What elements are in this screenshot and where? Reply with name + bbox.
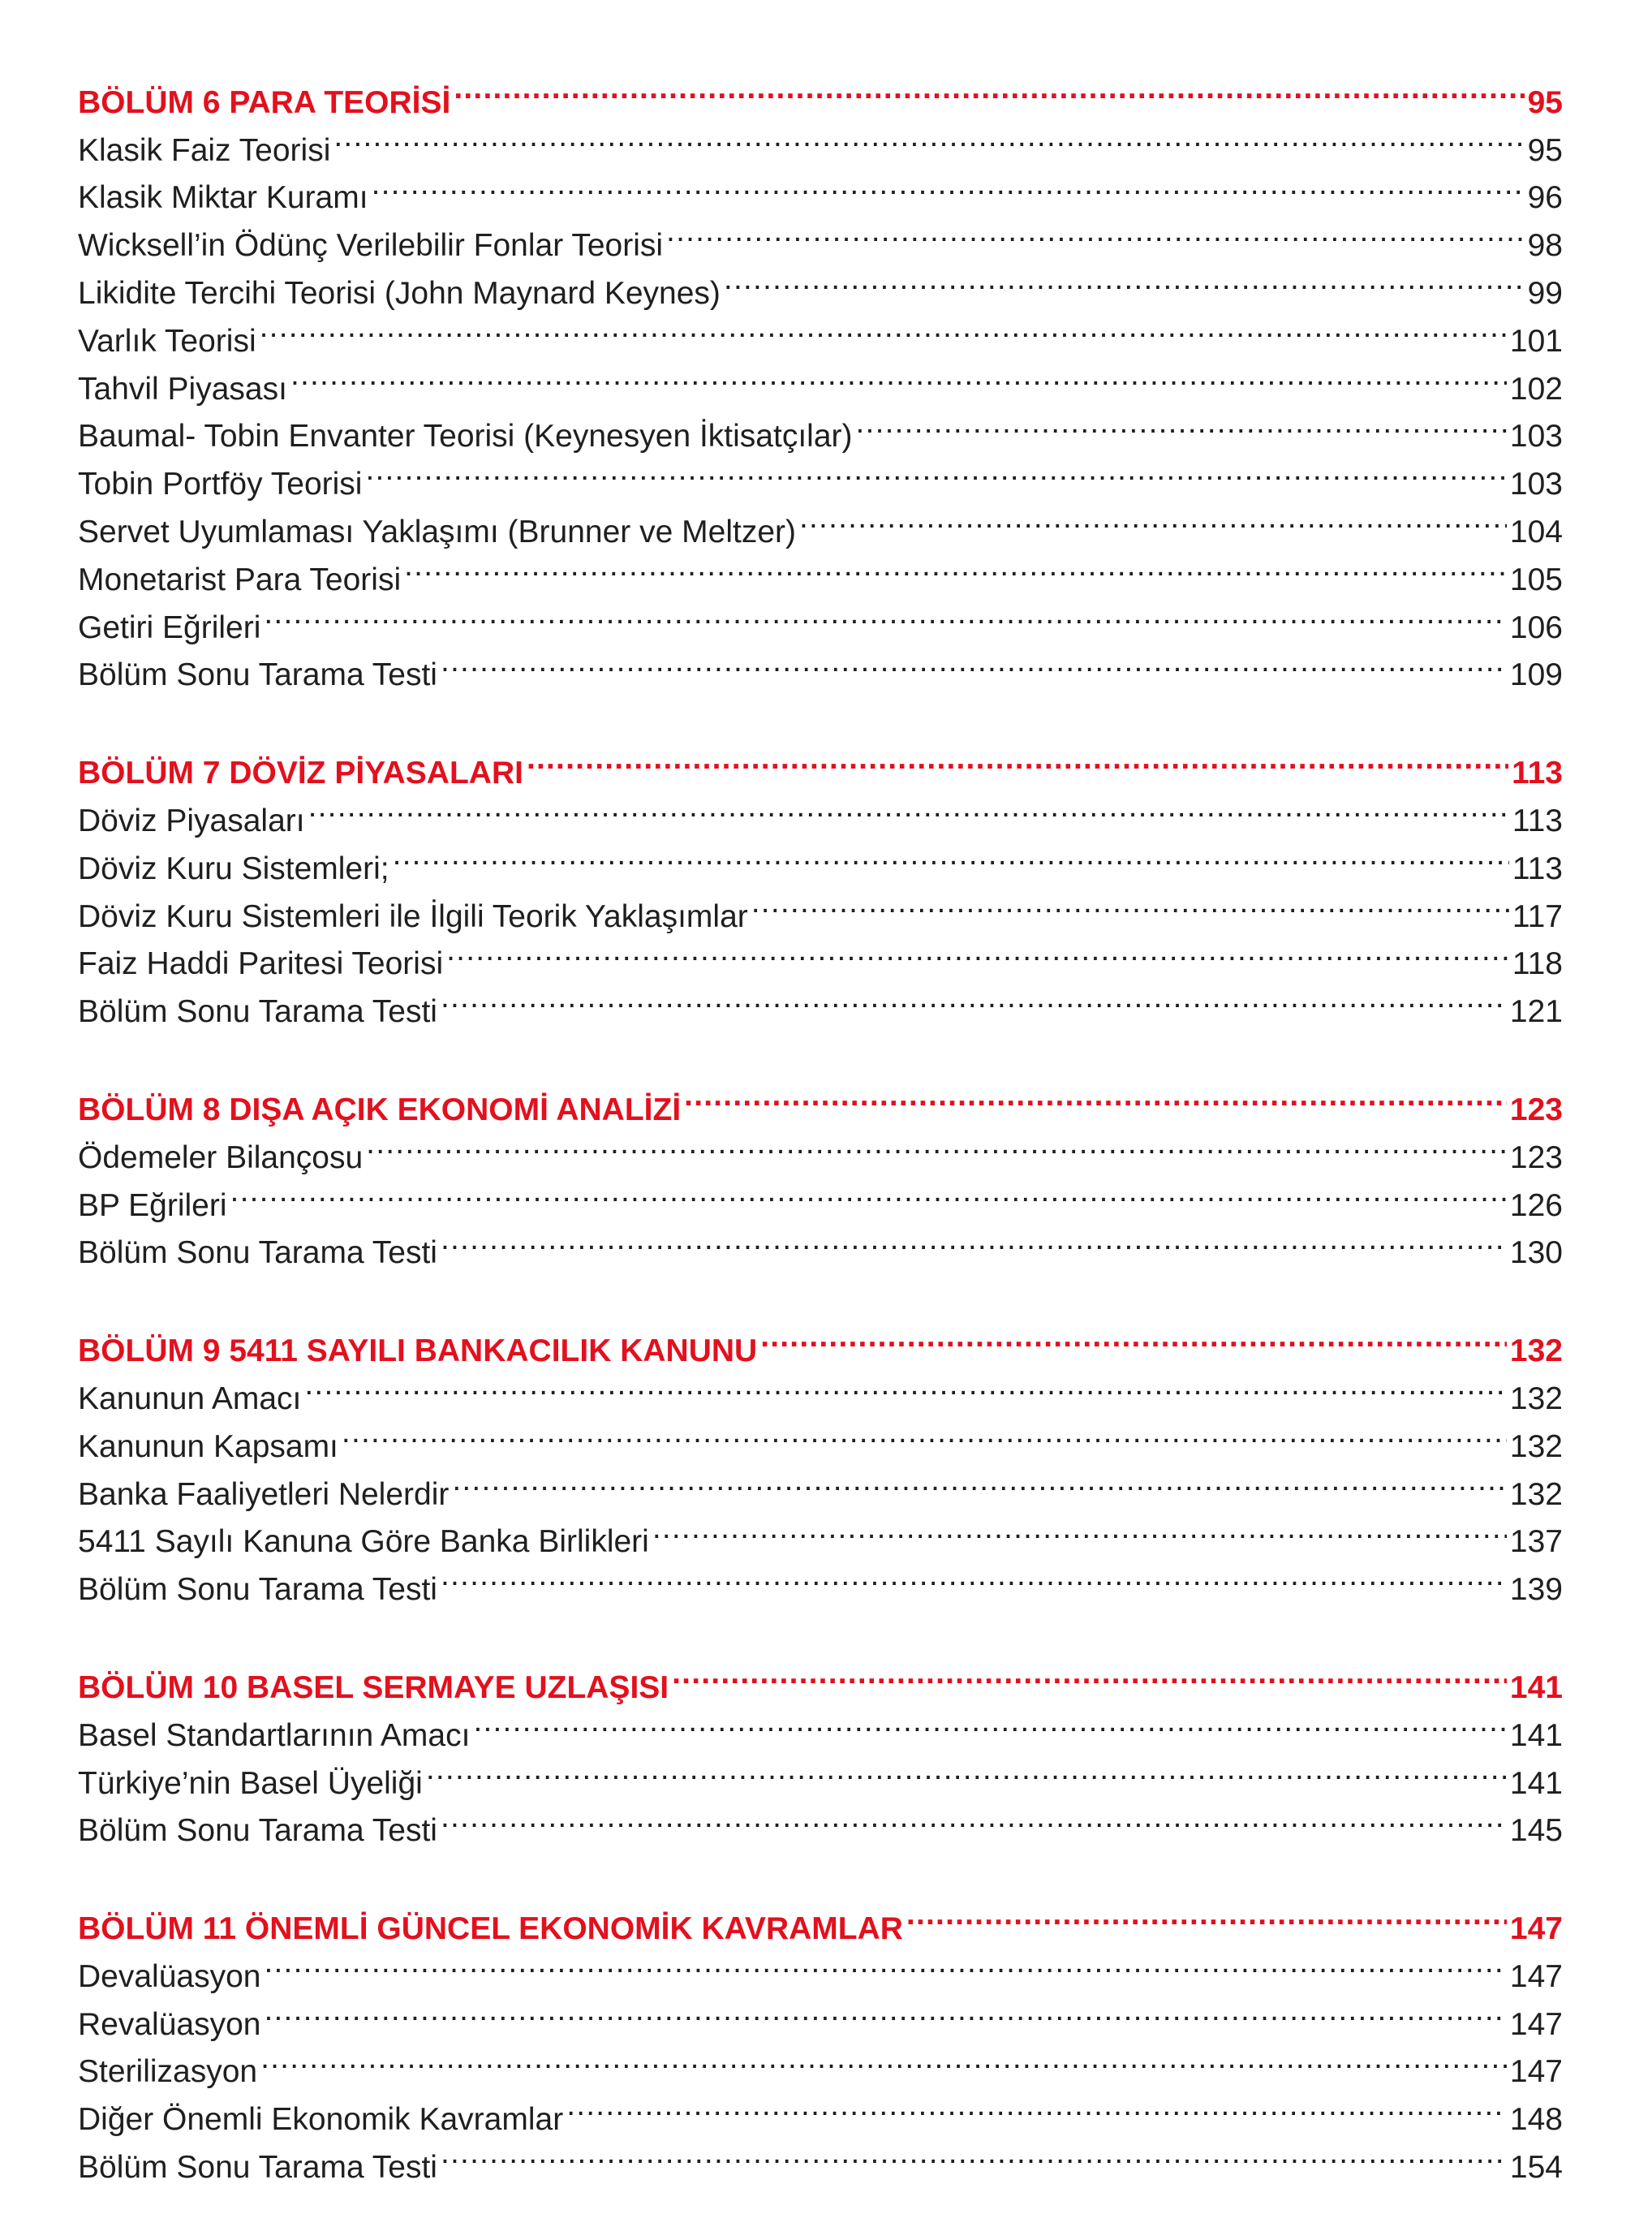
- entry-title: Likidite Tercihi Teorisi (John Maynard Keynes): [78, 275, 721, 311]
- dot-leader: [264, 1987, 1506, 2035]
- entry-title: Wicksell’in Ödünç Verilebilir Fonlar Teorisi: [78, 228, 664, 264]
- entry-page-number: 102: [1509, 371, 1563, 407]
- chapter-title: BÖLÜM 8 DIŞA AÇIK EKONOMİ ANALİZİ: [78, 1092, 682, 1127]
- entry-page-number: 141: [1509, 1717, 1563, 1753]
- chapter-page-number: 123: [1509, 1092, 1563, 1127]
- entry-title: Bölüm Sonu Tarama Testi: [78, 2150, 437, 2186]
- dot-leader: [856, 399, 1507, 447]
- entry-title: Bölüm Sonu Tarama Testi: [78, 994, 437, 1030]
- entry-page-number: 141: [1509, 1765, 1563, 1801]
- entry-title: 5411 Sayılı Kanuna Göre Banka Birlikleri: [78, 1524, 649, 1560]
- dot-leader: [342, 1409, 1507, 1457]
- dot-leader: [365, 446, 1506, 494]
- entry-title: Diğer Önemli Ekonomik Kavramlar: [78, 2102, 564, 2138]
- dot-leader: [760, 1313, 1507, 1361]
- dot-leader: [441, 1794, 1507, 1842]
- chapter-page-number: 95: [1527, 84, 1563, 120]
- toc-section: [78, 1313, 1563, 1608]
- entry-page-number: 113: [1512, 851, 1563, 886]
- entry-title: Döviz Kuru Sistemleri ile İlgili Teorik Yaklaşımlar: [78, 898, 748, 934]
- dot-leader: [446, 927, 1509, 975]
- entry-page-number: 113: [1512, 803, 1563, 838]
- toc-section: [78, 1650, 1563, 1849]
- toc-entry[interactable]: [78, 2035, 1563, 2090]
- entry-title: Klasik Miktar Kuramı: [78, 180, 368, 216]
- toc-section: [78, 735, 1563, 1030]
- entry-page-number: 121: [1509, 994, 1563, 1030]
- entry-title: Döviz Kuru Sistemleri;: [78, 851, 389, 886]
- entry-title: Kanunun Amacı: [78, 1381, 302, 1416]
- toc-entry[interactable]: [78, 590, 1563, 645]
- table-of-contents: [78, 65, 1563, 2228]
- dot-leader: [333, 113, 1524, 161]
- toc-entry[interactable]: [78, 638, 1563, 693]
- entry-page-number: 132: [1509, 1381, 1563, 1416]
- chapter-heading[interactable]: [78, 735, 1563, 791]
- dot-leader: [441, 1216, 1507, 1264]
- dot-leader: [906, 1891, 1507, 1939]
- dot-leader: [393, 831, 1509, 879]
- entry-page-number: 132: [1509, 1428, 1563, 1464]
- dot-leader: [264, 1939, 1506, 1987]
- entry-title: Bölüm Sonu Tarama Testi: [78, 1572, 437, 1608]
- dot-leader: [751, 879, 1509, 927]
- toc-section: [78, 65, 1563, 693]
- entry-page-number: 104: [1509, 514, 1563, 549]
- entry-title: Bölüm Sonu Tarama Testi: [78, 1235, 437, 1271]
- entry-title: Basel Standartlarının Amacı: [78, 1717, 471, 1753]
- dot-leader: [260, 2035, 1507, 2083]
- toc-entry[interactable]: [78, 1168, 1563, 1223]
- chapter-title: BÖLÜM 6 PARA TEORİSİ: [78, 84, 451, 120]
- entry-page-number: 137: [1509, 1524, 1563, 1560]
- dot-leader: [666, 208, 1525, 256]
- toc-entry[interactable]: [78, 1939, 1563, 1994]
- entry-page-number: 103: [1509, 419, 1563, 454]
- entry-title: Tahvil Piyasası: [78, 371, 287, 407]
- chapter-page-number: 132: [1509, 1333, 1563, 1369]
- entry-page-number: 109: [1509, 657, 1563, 693]
- dot-leader: [527, 735, 1508, 783]
- entry-title: Döviz Piyasaları: [78, 803, 305, 838]
- chapter-title: BÖLÜM 10 BASEL SERMAYE UZLAŞISI: [78, 1669, 669, 1705]
- entry-title: Klasik Faiz Teorisi: [78, 132, 331, 168]
- dot-leader: [264, 590, 1507, 638]
- dot-leader: [724, 256, 1525, 304]
- chapter-title: BÖLÜM 11 ÖNEMLİ GÜNCEL EKONOMİK KAVRAMLAR: [78, 1911, 903, 1947]
- entry-title: Getiri Eğrileri: [78, 610, 261, 645]
- dot-leader: [366, 1120, 1507, 1168]
- dot-leader: [404, 542, 1507, 590]
- dot-leader: [441, 1552, 1507, 1600]
- entry-page-number: 148: [1509, 2102, 1563, 2138]
- entry-title: Revalüasyon: [78, 2006, 261, 2042]
- entry-page-number: 147: [1509, 2054, 1563, 2090]
- entry-page-number: 132: [1509, 1476, 1563, 1512]
- entry-title: Bölüm Sonu Tarama Testi: [78, 657, 437, 693]
- entry-page-number: 147: [1509, 1958, 1563, 1994]
- dot-leader: [426, 1746, 1507, 1794]
- chapter-heading[interactable]: [78, 1650, 1563, 1705]
- entry-page-number: 106: [1509, 610, 1563, 645]
- entry-title: Sterilizasyon: [78, 2054, 258, 2090]
- entry-title: Monetarist Para Teorisi: [78, 562, 402, 597]
- toc-entry[interactable]: [78, 399, 1563, 454]
- dot-leader: [372, 161, 1525, 209]
- dot-leader: [441, 974, 1507, 1022]
- dot-leader: [799, 494, 1507, 542]
- entry-title: Tobin Portföy Teorisi: [78, 467, 363, 502]
- entry-page-number: 99: [1527, 275, 1563, 311]
- dot-leader: [672, 1650, 1507, 1698]
- dot-leader: [441, 638, 1507, 686]
- entry-page-number: 98: [1527, 228, 1563, 264]
- entry-title: Baumal- Tobin Envanter Teorisi (Keynesyen İktisatçılar): [78, 419, 853, 454]
- entry-title: BP Eğrileri: [78, 1187, 227, 1223]
- dot-leader: [304, 1361, 1507, 1409]
- chapter-heading[interactable]: [78, 65, 1563, 120]
- dot-leader: [308, 783, 1509, 831]
- entry-page-number: 103: [1509, 467, 1563, 502]
- toc-entry[interactable]: [78, 2082, 1563, 2138]
- entry-page-number: 123: [1509, 1139, 1563, 1175]
- toc-entry[interactable]: [78, 1216, 1563, 1271]
- entry-page-number: 101: [1509, 323, 1563, 359]
- entry-page-number: 95: [1527, 132, 1563, 168]
- entry-page-number: 117: [1512, 898, 1563, 934]
- chapter-page-number: 147: [1509, 1911, 1563, 1947]
- chapter-heading[interactable]: [78, 1891, 1563, 1947]
- dot-leader: [652, 1505, 1507, 1553]
- toc-section: [78, 1072, 1563, 1271]
- dot-leader: [452, 1457, 1507, 1505]
- chapter-title: BÖLÜM 9 5411 SAYILI BANKACILIK KANUNU: [78, 1333, 758, 1369]
- dot-leader: [684, 1072, 1507, 1120]
- dot-leader: [566, 2082, 1507, 2130]
- dot-leader: [290, 351, 1507, 399]
- entry-title: Türkiye’nin Basel Üyeliği: [78, 1765, 423, 1801]
- entry-title: Faiz Haddi Paritesi Teorisi: [78, 946, 444, 982]
- entry-title: Devalüasyon: [78, 1958, 261, 1994]
- dot-leader: [454, 65, 1524, 113]
- entry-page-number: 118: [1512, 946, 1563, 982]
- chapter-heading[interactable]: [78, 1072, 1563, 1127]
- entry-page-number: 130: [1509, 1235, 1563, 1271]
- toc-section: [78, 1891, 1563, 2186]
- entry-page-number: 154: [1509, 2150, 1563, 2186]
- entry-page-number: 147: [1509, 2006, 1563, 2042]
- toc-entry[interactable]: [78, 351, 1563, 407]
- dot-leader: [230, 1168, 1507, 1216]
- chapter-page-number: 113: [1512, 756, 1563, 791]
- entry-page-number: 96: [1527, 180, 1563, 216]
- chapter-heading[interactable]: [78, 1313, 1563, 1369]
- entry-page-number: 105: [1509, 562, 1563, 597]
- chapter-page-number: 141: [1509, 1669, 1563, 1705]
- entry-title: Ödemeler Bilançosu: [78, 1139, 364, 1175]
- dot-leader: [473, 1698, 1506, 1746]
- chapter-title: BÖLÜM 7 DÖVİZ PİYASALARI: [78, 756, 523, 791]
- entry-title: Kanunun Kapsamı: [78, 1428, 338, 1464]
- dot-leader: [441, 2130, 1507, 2178]
- entry-title: Varlık Teorisi: [78, 323, 256, 359]
- toc-entry[interactable]: [78, 304, 1563, 359]
- entry-title: Banka Faaliyetleri Nelerdir: [78, 1476, 450, 1512]
- entry-page-number: 145: [1509, 1813, 1563, 1849]
- entry-title: Servet Uyumlaması Yaklaşımı (Brunner ve Meltzer): [78, 514, 796, 549]
- entry-page-number: 126: [1509, 1187, 1563, 1223]
- entry-page-number: 139: [1509, 1572, 1563, 1608]
- entry-title: Bölüm Sonu Tarama Testi: [78, 1813, 437, 1849]
- toc-entry[interactable]: [78, 1987, 1563, 2042]
- dot-leader: [260, 304, 1507, 351]
